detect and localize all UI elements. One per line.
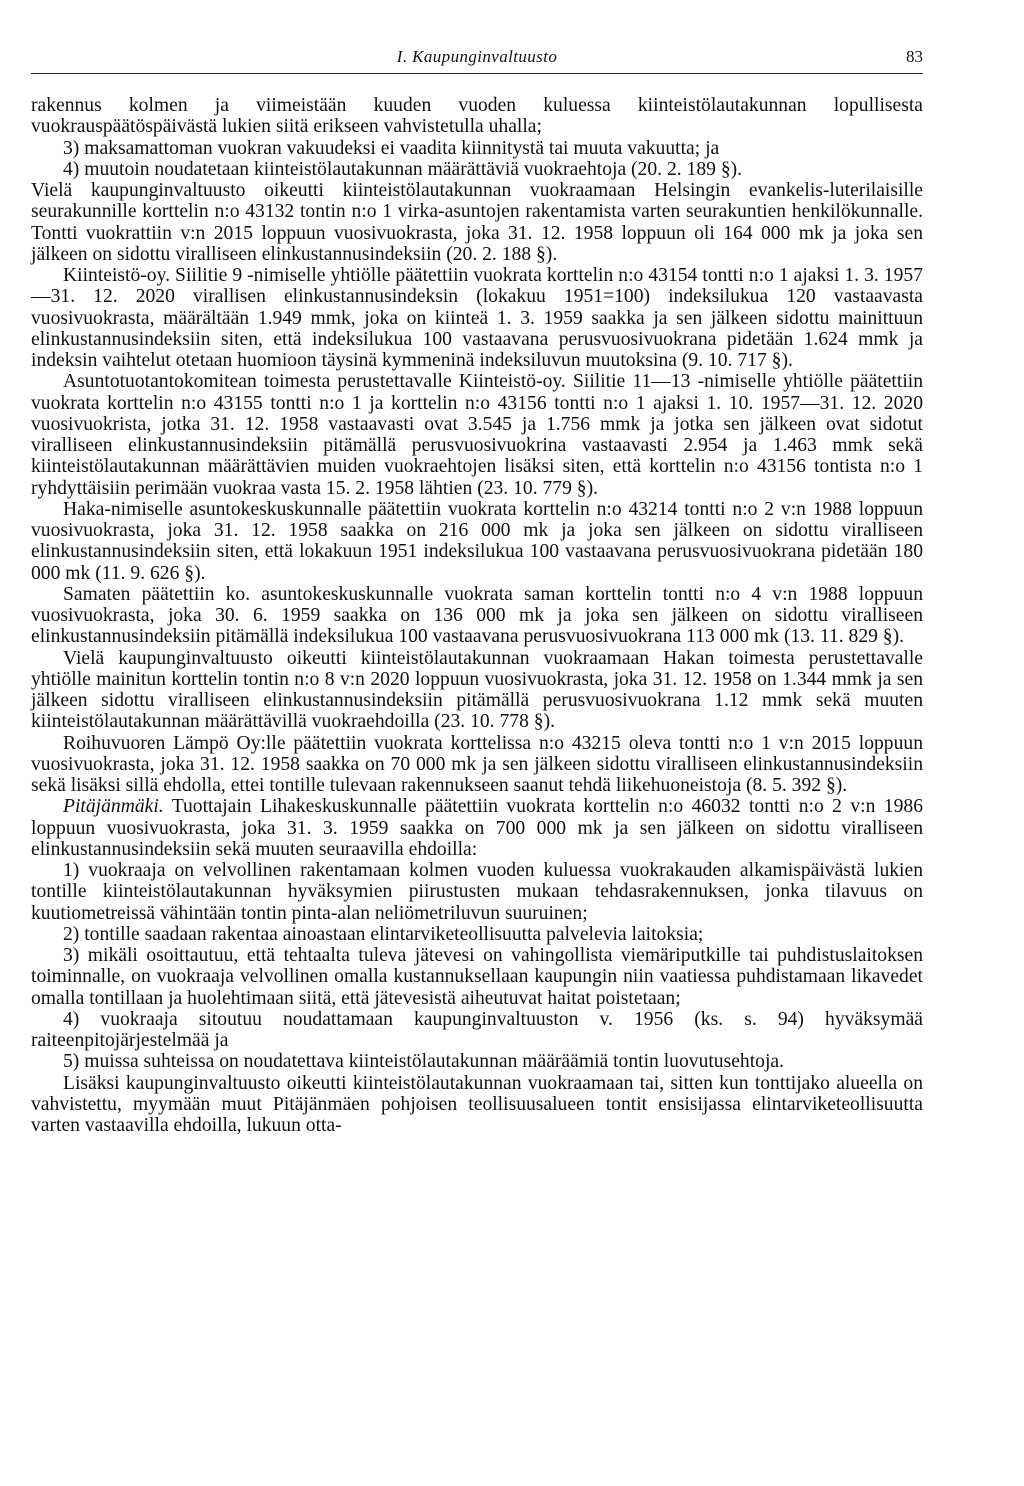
paragraph: 2) tontille saadaan rakentaa ainoastaan elintarviketeollisuutta palvelevia laitoksia; xyxy=(63,923,704,945)
paragraph: Haka-nimiselle asuntokeskuskunnalle päätettiin vuokrata korttelin n:o 43214 tontti n:o 2 v:n 1988 loppuun vuosivuokrasta, joka 31. 12. 1958 saakka on 216 000 mk ja joka sen jälkeen on sidottu viralliseen elinkustannusindeksiin siten, että lokakuun 1951 indeksilukua 100 vastaavana perusvuosivuokrana pidetään 180 000 mk (11. 9. 626 §). xyxy=(31,498,923,584)
paragraph: 3) mikäli osoittautuu, että tehtaalta tuleva jätevesi on vahingollista viemäriputkille tai puhdistuslaitoksen toiminnalle, on vuokraaja velvollinen omalla kustannuksellaan kaupungin niin vaatiessa puhdistamaan likavedet omalla tontillaan ja huolehtimaan siitä, että jätevesistä aiheutuvat haitat poistetaan; xyxy=(31,945,923,1009)
paragraph: rakennus kolmen ja viimeistään kuuden vuoden kuluessa kiinteistölautakunnan lopullisesta vuokrauspäätöspäivästä lukien siitä erikseen vahvistetulla uhalla; xyxy=(31,95,923,138)
paragraph-text: Tuottajain Lihakeskuskunnalle päätettiin vuokrata korttelin n:o 46032 tontti n:o 2 v:n 1986 loppuun vuosivuokrasta, joka 31. 3. 1959 saakka on 700 000 mk ja sen jälkeen on sidottu viralliseen elinkustannusindeksiin sekä muuten seuraavilla ehdoilla: xyxy=(31,796,923,860)
paragraph: Lisäksi kaupunginvaltuusto oikeutti kiinteistölautakunnan vuokraamaan tai, sitten kun tonttijako alueella on vahvistettu, myymään muut Pitäjänmäen pohjoisen teollisuusalueen tontit ensisijassa elintarviketeollisuutta varten vastaavilla ehdoilla, lukuun otta- xyxy=(31,1072,923,1136)
header-rule xyxy=(31,73,923,74)
paragraph xyxy=(31,796,923,860)
page-body xyxy=(31,95,923,1136)
paragraph: 3) maksamattoman vuokran vakuudeksi ei vaadita kiinnitystä tai muuta vakuutta; ja xyxy=(63,137,720,159)
paragraph: Vielä kaupunginvaltuusto oikeutti kiinteistölautakunnan vuokraamaan Hakan toimesta perustettavalle yhtiölle mainitun korttelin tontin n:o 8 v:n 2020 loppuun vuosivuokrasta, joka 31. 12. 1958 on 1.344 mmk ja sen jälkeen sidottu viralliseen elinkustannusindeksiin pitämällä perusvuosivuokrana 1.12 mmk sekä muuten kiinteistölautakunnan määrättävillä vuokraehdoilla (23. 10. 778 §). xyxy=(31,647,923,733)
paragraph: Kiinteistö-oy. Siilitie 9 -nimiselle yhtiölle päätettiin vuokrata korttelin n:o 43154 tontti n:o 1 ajaksi 1. 3. 1957—31. 12. 2020 virallisen elinkustannusindeksin (lokakuu 1951=100) indeksilukua 120 vastaavasta vuosivuokrasta, määrältään 1.949 mmk, joka on kiinteä 1. 3. 1959 saakka ja sen jälkeen sidottu mainittuun elinkustannusindeksiin siten, että indeksilukua 100 vastaavana perusvuosivuokrana pidetään 1.624 mmk ja indeksin vaihtelut otetaan huomioon täysinä kymmeninä indeksiluvun muutoksina (9. 10. 717 §). xyxy=(31,265,923,371)
paragraph: Roihuvuoren Lämpö Oy:lle päätettiin vuokrata korttelissa n:o 43215 oleva tontti n:o 1 v:n 2015 loppuun vuosivuokrasta, joka 31. 12. 1958 saakka on 70 000 mk ja sen jälkeen sidottu viralliseen elinkustannusindeksiin sekä lisäksi sillä ehdolla, ettei tontille tulevaan rakennukseen saanut tehdä liikehuoneistoja (8. 5. 392 §). xyxy=(31,732,923,796)
page-number: 83 xyxy=(906,47,923,66)
paragraph: 1) vuokraaja on velvollinen rakentamaan kolmen vuoden kuluessa vuokrakauden alkamispäivästä lukien tontille kiinteistölautakunnan hyväksymien piirustusten mukaan tehdasrakennuksen, jonka tilavuus on kuutiometreissä vähintään tontin pinta-alan neliömetriluvun suuruinen; xyxy=(31,860,923,924)
paragraph: 5) muissa suhteissa on noudatettava kiinteistölautakunnan määräämiä tontin luovutusehtoja. xyxy=(63,1051,784,1073)
paragraph: Asuntotuotantokomitean toimesta perustettavalle Kiinteistö-oy. Siilitie 11—13 -nimiselle yhtiölle päätettiin vuokrata korttelin n:o 43155 tontti n:o 1 ja korttelin n:o 43156 tontti n:o 1 ajaksi 1. 10. 1957—31. 12. 2020 vuosivuokrista, jotka 31. 12. 1958 vastaavasti ovat 3.545 ja 1.756 mmk ja jotka sen jälkeen ovat sidotut viralliseen elinkustannusindeksiin pitämällä perusvuosivuokrina vastaavasti 2.954 ja 1.463 mmk sekä kiinteistölautakunnan määrättävien muiden vuokraehtojen lisäksi siten, että korttelin n:o 43156 tontista n:o 1 ryhdyttäisiin perimään vuokraa vasta 15. 2. 1958 lähtien (23. 10. 779 §). xyxy=(31,371,923,499)
paragraph: Samaten päätettiin ko. asuntokeskuskunnalle vuokrata saman korttelin tontti n:o 4 v:n 1988 loppuun vuosivuokrasta, joka 30. 6. 1959 saakka on 136 000 mk ja joka sen jälkeen on sidottu viralliseen elinkustannusindeksiin pitämällä indeksilukua 100 vastaavana perusvuosivuokrana 113 000 mk (13. 11. 829 §). xyxy=(31,583,923,648)
running-title: I. Kaupunginvaltuusto xyxy=(396,47,558,66)
paragraph: 4) vuokraaja sitoutuu noudattamaan kaupunginvaltuuston v. 1956 (ks. s. 94) hyväksymää raiteenpitojärjestelmää ja xyxy=(31,1008,923,1051)
paragraph: Vielä kaupunginvaltuusto oikeutti kiinteistölautakunnan vuokraamaan Helsingin evankelis-luterilaisille seurakunnille korttelin n:o 43132 tontin n:o 1 virka-asuntojen rakentamista varten seurakuntien henkilökunnalle. Tontti vuokrattiin v:n 2015 loppuun vuosivuokrasta, joka 31. 12. 1958 loppuun oli 164 000 mk ja joka sen jälkeen on sidottu viralliseen elinkustannusindeksiin (20. 2. 188 §). xyxy=(31,180,923,265)
page-header xyxy=(31,47,923,77)
paragraph: 4) muutoin noudatetaan kiinteistölautakunnan määrättäviä vuokraehtoja (20. 2. 189 §). xyxy=(63,158,743,180)
section-heading-inline: Pitäjänmäki. xyxy=(63,796,164,818)
